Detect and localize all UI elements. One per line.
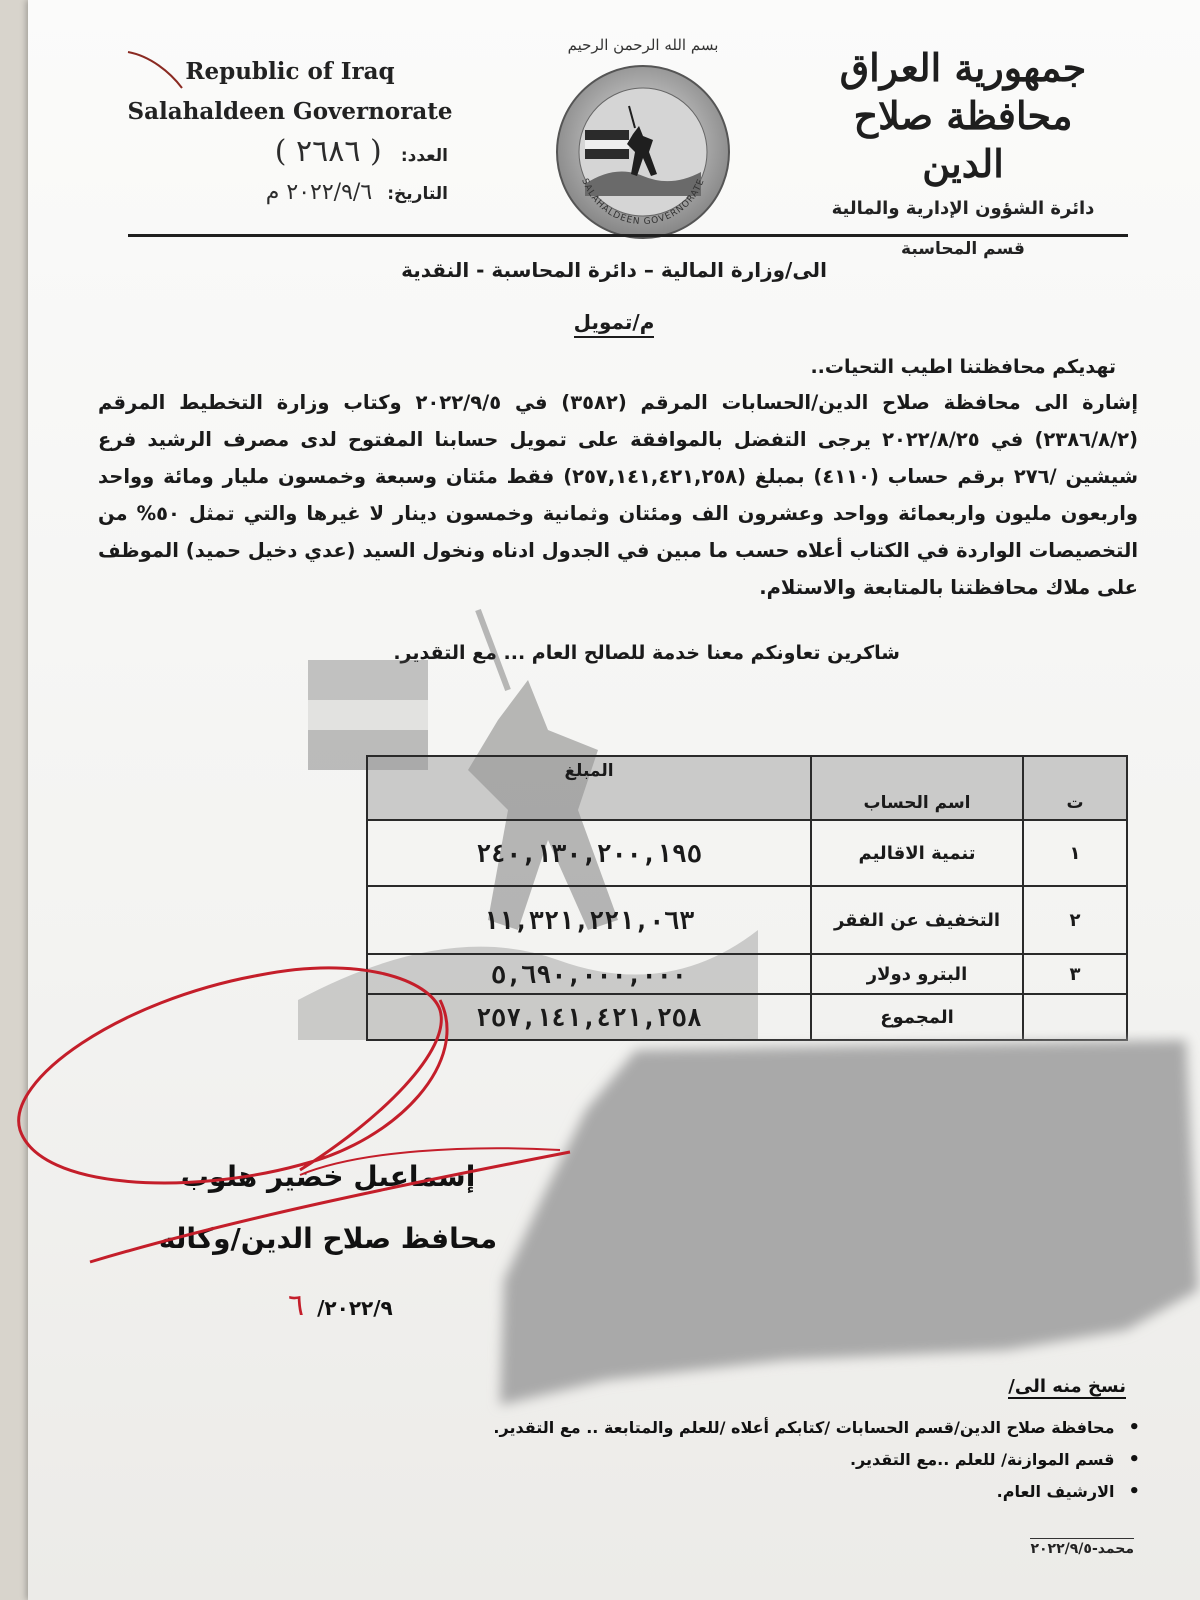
governorate-name-english: Salahaldeen Governorate: [127, 98, 453, 125]
total-label: المجموع: [811, 994, 1023, 1040]
subject-line: [28, 310, 1200, 334]
addressee: الى/وزارة المالية – دائرة المحاسبة - النقدية: [401, 258, 827, 282]
table-header-row: [367, 756, 1127, 820]
table-row: [367, 886, 1127, 954]
header-no: ت: [1023, 756, 1127, 820]
reference-number: [148, 134, 448, 170]
header-divider: [128, 234, 1128, 237]
governorate-name-arabic: محافظة صلاح الدين: [853, 93, 1073, 186]
svg-text:SALAHALDEEN GOVERNORATE: SALAHALDEEN GOVERNORATE: [579, 177, 707, 228]
emblem-block: [548, 36, 738, 244]
arabic-header: [808, 44, 1118, 264]
total-amount: ٢٥٧,١٤١,٤٢١,٢٥٨: [367, 994, 811, 1040]
signature-date: [288, 1288, 393, 1323]
governorate-seal-icon: [555, 64, 731, 240]
letter-page: [28, 0, 1200, 1600]
row-account-name: البترو دولار: [811, 954, 1023, 994]
reference-date-label: التاريخ:: [387, 184, 448, 204]
closing-line: شاكرين تعاونكم معنا خدمة للصالح العام ... مع التقدير.: [393, 642, 900, 664]
table-row: [367, 820, 1127, 886]
signature-date-handwritten: ٦: [288, 1288, 305, 1323]
greeting: تهديكم محافظتنا اطيب التحيات..: [810, 356, 1116, 378]
reference-date: [148, 180, 448, 216]
amounts-table: [366, 755, 1128, 1041]
row-amount: ١١,٣٢١,٢٢١,٠٦٣: [367, 886, 811, 954]
redaction-blur: [486, 1030, 1200, 1418]
basmala: بسم الله الرحمن الرحيم: [567, 36, 719, 54]
row-account-name: تنمية الاقاليم: [811, 820, 1023, 886]
department-name: دائرة الشؤون الإدارية والمالية: [831, 198, 1095, 219]
header-account-name: اسم الحساب: [811, 756, 1023, 820]
header-amount: المبلغ: [367, 756, 811, 820]
row-amount: ٢٤٠,١٣٠,٢٠٠,١٩٥: [367, 820, 811, 886]
row-no: ٢: [1023, 886, 1127, 954]
table-row: [367, 954, 1127, 994]
signature-date-printed: ٢٠٢٢/٩/: [317, 1296, 393, 1320]
list-item: • الارشيف العام.: [440, 1476, 1140, 1508]
list-item: • قسم الموازنة/ للعلم ..مع التقدير.: [440, 1444, 1140, 1476]
row-amount: ٥,٦٩٠,٠٠٠,٠٠٠: [367, 954, 811, 994]
country-name-english: Republic of Iraq: [185, 58, 395, 85]
row-no: ١: [1023, 820, 1127, 886]
signatory-name: إسماعيل خضير هلوب: [180, 1160, 476, 1193]
country-name-arabic: جمهورية العراق: [839, 45, 1087, 90]
row-account-name: التخفيف عن الفقر: [811, 886, 1023, 954]
copies-list: [440, 1412, 1140, 1508]
list-item: • محافظة صلاح الدين/قسم الحسابات /كتابكم أعلاه /للعلم والمتابعة .. مع التقدير.: [440, 1412, 1140, 1444]
signatory-title: محافظ صلاح الدين/وكاله: [158, 1222, 498, 1255]
reference-date-value: ٢٠٢٢/٩/٦ م: [265, 180, 373, 205]
letter-body: إشارة الى محافظة صلاح الدين/الحسابات المرقم (٣٥٨٢) في ٢٠٢٢/٩/٥ وكتاب وزارة التخطيط المرقم (٢٣٨٦/٨/٢) في ٢٠٢٢/٨/٢٥ يرجى التفضل بالموافقة على تمويل حسابنا المفتوح لدى مصرف الرشيد فرع شيشين /٢٧٦ برقم حساب (٤١١٠) بمبلغ (٢٥٧,١٤١,٤٢١,٢٥٨) فقط مئتان وسبعة وخمسون مليار ومائة وواحد واربعون مليون واربعمائة وواحد وعشرون الف ومئتان وثمانية وخمسون دينار لا غيرها والتي تمثل ٥٠% من التخصيصات الواردة في الكتاب أعلاه حسب ما مبين في الجدول ادناه ونخول السيد (عدي دخيل حميد) الموظف على ملاك محافظتنا بالمتابعة والاستلام.: [98, 391, 1139, 599]
row-no: ٣: [1023, 954, 1127, 994]
reference-number-label: العدد:: [400, 146, 448, 166]
english-header: [110, 52, 470, 132]
subject-text: م/تمويل: [574, 310, 655, 338]
reference-number-value: ( ٢٦٨٦ ): [274, 134, 382, 169]
copies-title: نسخ منه الى/: [1008, 1376, 1126, 1397]
section-name: قسم المحاسبة: [901, 239, 1025, 259]
clerk-initials: محمد-٢٠٢٢/٩/٥: [1030, 1538, 1134, 1557]
